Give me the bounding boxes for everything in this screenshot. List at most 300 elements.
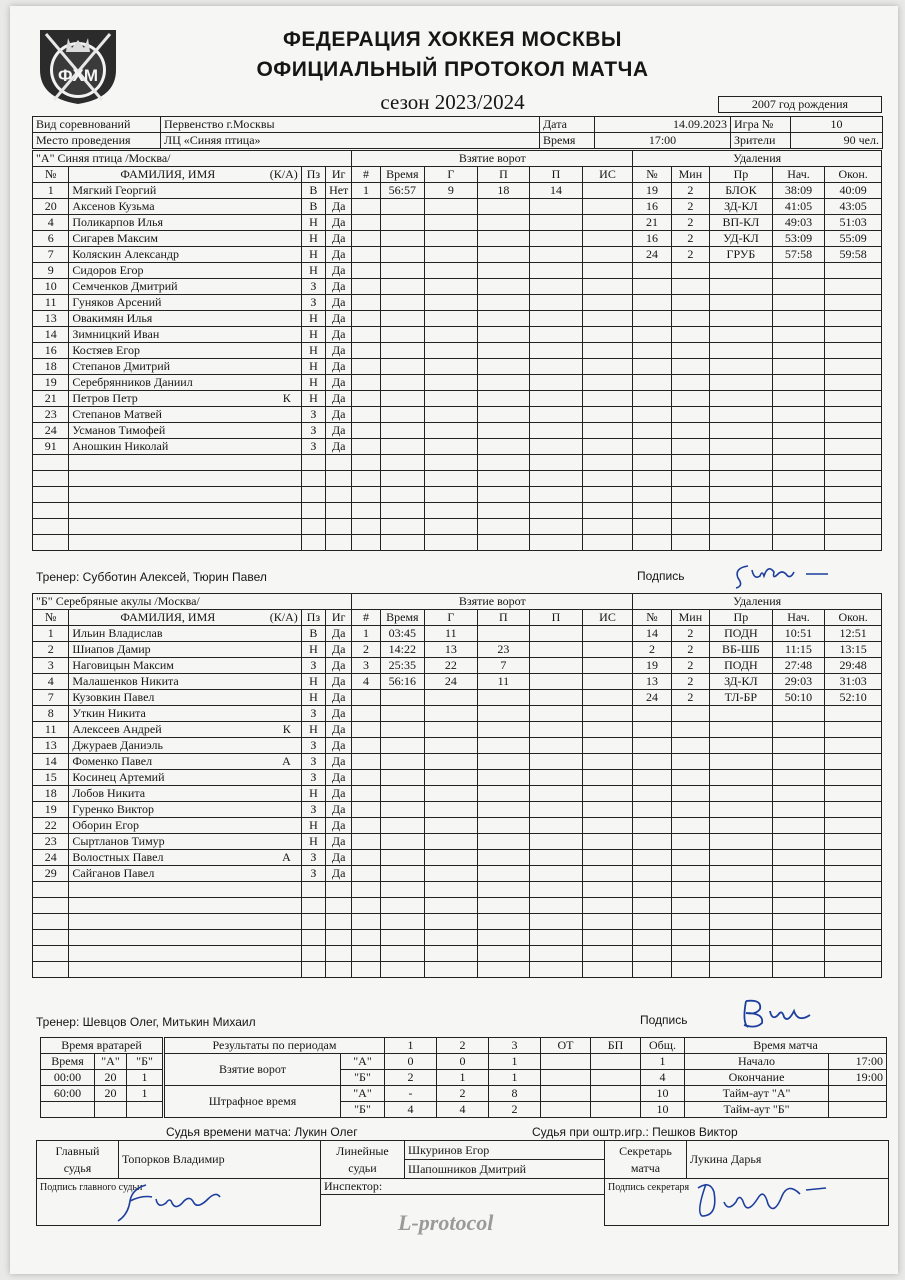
pen-min: 2 bbox=[671, 199, 709, 215]
pen-col-min: Мин bbox=[671, 610, 709, 626]
period-cell: 2 bbox=[489, 1102, 541, 1118]
period-col: БП bbox=[591, 1038, 641, 1054]
player-name: Волостных Павел А bbox=[69, 850, 301, 866]
player-pos: Н bbox=[301, 343, 325, 359]
table-row bbox=[33, 850, 882, 866]
goal-a1 bbox=[477, 199, 530, 215]
pen-end bbox=[825, 375, 882, 391]
pen-num bbox=[633, 962, 671, 978]
pen-min: 2 bbox=[671, 658, 709, 674]
goal-a2 bbox=[530, 455, 583, 471]
goal-col-idx: # bbox=[352, 167, 380, 183]
player-num: 2 bbox=[33, 642, 69, 658]
player-role: А bbox=[282, 850, 291, 864]
player-num: 7 bbox=[33, 690, 69, 706]
goal-col-idx: # bbox=[352, 610, 380, 626]
pen-min: 2 bbox=[671, 690, 709, 706]
goal-is bbox=[582, 487, 633, 503]
fhm-logo bbox=[32, 20, 124, 106]
pen-start: 53:09 bbox=[772, 231, 825, 247]
pen-start bbox=[772, 962, 825, 978]
player-pos bbox=[301, 519, 325, 535]
player-played bbox=[326, 946, 352, 962]
team-b-coach-signature bbox=[738, 993, 818, 1033]
player-num: 23 bbox=[33, 834, 69, 850]
pen-reason bbox=[710, 439, 773, 455]
pen-min bbox=[671, 263, 709, 279]
team-protocol-table bbox=[32, 593, 882, 978]
pen-num bbox=[633, 279, 671, 295]
player-pos: З bbox=[301, 850, 325, 866]
team-b-sign-label: Подпись bbox=[640, 1013, 688, 1027]
goal-a2 bbox=[530, 882, 583, 898]
player-num: 24 bbox=[33, 423, 69, 439]
player-played bbox=[326, 519, 352, 535]
player-played bbox=[326, 487, 352, 503]
pen-end bbox=[825, 359, 882, 375]
date-value: 14.09.2023 bbox=[595, 117, 731, 133]
goal-idx bbox=[352, 407, 380, 423]
goal-a2 bbox=[530, 423, 583, 439]
goal-g bbox=[425, 722, 478, 738]
pen-min bbox=[671, 786, 709, 802]
goal-a2 bbox=[530, 754, 583, 770]
pen-end bbox=[825, 914, 882, 930]
pen-start bbox=[772, 898, 825, 914]
pen-col-reason: Пр bbox=[710, 167, 773, 183]
pen-num bbox=[633, 455, 671, 471]
goal-a2 bbox=[530, 199, 583, 215]
player-pos: З bbox=[301, 439, 325, 455]
player-name: Лобов Никита bbox=[69, 786, 301, 802]
goal-idx bbox=[352, 343, 380, 359]
player-name bbox=[69, 914, 301, 930]
period-cell: 4 bbox=[641, 1070, 685, 1086]
goal-is bbox=[582, 375, 633, 391]
goal-a2 bbox=[530, 375, 583, 391]
periods-title: Результаты по периодам bbox=[165, 1038, 385, 1054]
pen-end bbox=[825, 818, 882, 834]
player-name bbox=[69, 946, 301, 962]
penalties-title: Удаления bbox=[633, 151, 882, 167]
pen-end bbox=[825, 866, 882, 882]
pen-min: 2 bbox=[671, 626, 709, 642]
goal-g bbox=[425, 770, 478, 786]
pen-min bbox=[671, 754, 709, 770]
pen-end bbox=[825, 343, 882, 359]
goalie-row-time: 00:00 bbox=[41, 1070, 95, 1086]
player-num: 13 bbox=[33, 738, 69, 754]
team-a-coach-signature bbox=[728, 556, 838, 590]
pen-min bbox=[671, 423, 709, 439]
pen-min bbox=[671, 706, 709, 722]
goal-is bbox=[582, 706, 633, 722]
player-name: Овакимян Илья bbox=[69, 311, 301, 327]
team-b-coach-line bbox=[36, 1015, 256, 1029]
table-row bbox=[33, 471, 882, 487]
pen-end bbox=[825, 487, 882, 503]
goal-is bbox=[582, 343, 633, 359]
pen-num bbox=[633, 535, 671, 551]
player-played bbox=[326, 503, 352, 519]
pen-end bbox=[825, 423, 882, 439]
table-row bbox=[33, 247, 882, 263]
period-goals-label: Взятие ворот bbox=[165, 1054, 341, 1086]
player-num: 91 bbox=[33, 439, 69, 455]
period-cell bbox=[541, 1102, 591, 1118]
goal-is bbox=[582, 882, 633, 898]
goal-g bbox=[425, 247, 478, 263]
pen-min bbox=[671, 439, 709, 455]
player-played: Да bbox=[326, 722, 352, 738]
goal-is bbox=[582, 199, 633, 215]
pen-start bbox=[772, 263, 825, 279]
col-pos: Пз bbox=[301, 610, 325, 626]
goal-time bbox=[380, 503, 424, 519]
goal-idx bbox=[352, 311, 380, 327]
player-name bbox=[69, 455, 301, 471]
player-name: Наговицын Максим bbox=[69, 658, 301, 674]
goalie-row-time: 60:00 bbox=[41, 1086, 95, 1102]
pen-min bbox=[671, 327, 709, 343]
player-num: 11 bbox=[33, 722, 69, 738]
goal-idx bbox=[352, 295, 380, 311]
goal-is bbox=[582, 626, 633, 642]
player-num: 29 bbox=[33, 866, 69, 882]
player-num: 14 bbox=[33, 754, 69, 770]
pen-start bbox=[772, 738, 825, 754]
logo-text: ФХМ bbox=[57, 66, 99, 85]
goal-col-time: Время bbox=[380, 167, 424, 183]
pen-reason bbox=[710, 391, 773, 407]
goal-time bbox=[380, 375, 424, 391]
secretary-name: Лукина Дарья bbox=[687, 1141, 889, 1179]
player-num bbox=[33, 930, 69, 946]
goal-is bbox=[582, 439, 633, 455]
player-name: Уткин Никита bbox=[69, 706, 301, 722]
goal-a1 bbox=[477, 231, 530, 247]
table-row bbox=[33, 690, 882, 706]
pen-num bbox=[633, 754, 671, 770]
pen-end: 12:51 bbox=[825, 626, 882, 642]
pen-num bbox=[633, 786, 671, 802]
pen-start: 10:51 bbox=[772, 626, 825, 642]
pen-min bbox=[671, 866, 709, 882]
goal-col-a2: П bbox=[530, 167, 583, 183]
goal-time: 56:16 bbox=[380, 674, 424, 690]
goal-a1 bbox=[477, 487, 530, 503]
goal-a2 bbox=[530, 818, 583, 834]
goal-a1 bbox=[477, 738, 530, 754]
title-line-2: ОФИЦИАЛЬНЫЙ ПРОТОКОЛ МАТЧА bbox=[256, 58, 649, 81]
pen-end bbox=[825, 898, 882, 914]
table-row bbox=[33, 882, 882, 898]
goal-a2: 14 bbox=[530, 183, 583, 199]
goal-a2 bbox=[530, 231, 583, 247]
pen-start bbox=[772, 946, 825, 962]
goal-is bbox=[582, 247, 633, 263]
player-pos bbox=[301, 535, 325, 551]
goal-a2 bbox=[530, 898, 583, 914]
player-played bbox=[326, 930, 352, 946]
player-pos: Н bbox=[301, 834, 325, 850]
goal-a1 bbox=[477, 882, 530, 898]
goal-g bbox=[425, 407, 478, 423]
player-name: Сыртланов Тимур bbox=[69, 834, 301, 850]
col-played: Иг bbox=[326, 610, 352, 626]
player-name bbox=[69, 930, 301, 946]
pen-min bbox=[671, 535, 709, 551]
goal-a1 bbox=[477, 247, 530, 263]
player-played bbox=[326, 898, 352, 914]
goal-g bbox=[425, 471, 478, 487]
goal-a2 bbox=[530, 946, 583, 962]
goal-is bbox=[582, 754, 633, 770]
pen-reason: ТЛ-БР bbox=[710, 690, 773, 706]
goal-time bbox=[380, 199, 424, 215]
pen-reason bbox=[710, 535, 773, 551]
goal-time bbox=[380, 914, 424, 930]
period-cell bbox=[591, 1102, 641, 1118]
goal-idx bbox=[352, 850, 380, 866]
pen-start bbox=[772, 754, 825, 770]
goal-a1: 18 bbox=[477, 183, 530, 199]
goal-g bbox=[425, 503, 478, 519]
goal-a2 bbox=[530, 962, 583, 978]
goal-is bbox=[582, 423, 633, 439]
goal-a2 bbox=[530, 535, 583, 551]
pen-num: 13 bbox=[633, 674, 671, 690]
player-played: Да bbox=[326, 215, 352, 231]
pen-min: 2 bbox=[671, 247, 709, 263]
pen-start bbox=[772, 850, 825, 866]
player-pos: З bbox=[301, 407, 325, 423]
player-pos: Н bbox=[301, 722, 325, 738]
col-num: № bbox=[33, 167, 69, 183]
pen-start: 11:15 bbox=[772, 642, 825, 658]
goal-a2 bbox=[530, 770, 583, 786]
goal-g bbox=[425, 327, 478, 343]
pen-num bbox=[633, 866, 671, 882]
col-num: № bbox=[33, 610, 69, 626]
goal-a2 bbox=[530, 674, 583, 690]
pen-start bbox=[772, 279, 825, 295]
goal-idx bbox=[352, 439, 380, 455]
player-role: К bbox=[282, 722, 291, 736]
period-col: 3 bbox=[489, 1038, 541, 1054]
pen-num bbox=[633, 706, 671, 722]
player-played bbox=[326, 455, 352, 471]
pen-min bbox=[671, 295, 709, 311]
pen-reason bbox=[710, 818, 773, 834]
goal-a1 bbox=[477, 818, 530, 834]
pen-end bbox=[825, 962, 882, 978]
pen-start bbox=[772, 706, 825, 722]
pen-end bbox=[825, 279, 882, 295]
player-pos bbox=[301, 471, 325, 487]
team-b-label: "Б" bbox=[341, 1070, 385, 1086]
period-cell: 2 bbox=[437, 1086, 489, 1102]
goal-time bbox=[380, 359, 424, 375]
player-pos bbox=[301, 914, 325, 930]
goal-time bbox=[380, 882, 424, 898]
goal-time bbox=[380, 866, 424, 882]
goal-idx bbox=[352, 247, 380, 263]
player-name: Степанов Матвей bbox=[69, 407, 301, 423]
goal-a2 bbox=[530, 503, 583, 519]
player-name: Поликарпов Илья bbox=[69, 215, 301, 231]
player-played: Да bbox=[326, 642, 352, 658]
period-cell: 4 bbox=[385, 1102, 437, 1118]
pen-num bbox=[633, 263, 671, 279]
pen-reason bbox=[710, 738, 773, 754]
table-row bbox=[33, 786, 882, 802]
player-played bbox=[326, 471, 352, 487]
table-row bbox=[33, 914, 882, 930]
goal-idx bbox=[352, 690, 380, 706]
player-num bbox=[33, 882, 69, 898]
pen-num: 16 bbox=[633, 199, 671, 215]
timeout-a-value bbox=[829, 1086, 887, 1102]
player-played: Да bbox=[326, 850, 352, 866]
pen-reason bbox=[710, 487, 773, 503]
goal-a1 bbox=[477, 535, 530, 551]
pen-reason bbox=[710, 423, 773, 439]
goal-g bbox=[425, 738, 478, 754]
pen-reason bbox=[710, 375, 773, 391]
player-name: Сидоров Егор bbox=[69, 263, 301, 279]
player-num: 18 bbox=[33, 786, 69, 802]
pen-end bbox=[825, 850, 882, 866]
player-pos: З bbox=[301, 658, 325, 674]
goal-time bbox=[380, 279, 424, 295]
table-row bbox=[33, 439, 882, 455]
player-name: Малашенков Никита bbox=[69, 674, 301, 690]
spectators-value: 90 чел. bbox=[791, 133, 883, 149]
period-cell: 8 bbox=[489, 1086, 541, 1102]
player-pos bbox=[301, 898, 325, 914]
goal-g bbox=[425, 311, 478, 327]
player-num bbox=[33, 962, 69, 978]
player-played: Да bbox=[326, 199, 352, 215]
player-pos bbox=[301, 455, 325, 471]
goals-title: Взятие ворот bbox=[352, 151, 633, 167]
player-num bbox=[33, 898, 69, 914]
goal-col-is: ИС bbox=[582, 167, 633, 183]
period-cell: - bbox=[385, 1086, 437, 1102]
goal-g bbox=[425, 802, 478, 818]
goal-time bbox=[380, 407, 424, 423]
goal-a2 bbox=[530, 626, 583, 642]
goal-a1 bbox=[477, 722, 530, 738]
player-pos: З bbox=[301, 738, 325, 754]
player-pos bbox=[301, 962, 325, 978]
player-played: Да bbox=[326, 327, 352, 343]
goal-idx bbox=[352, 770, 380, 786]
competition-value: Первенство г.Москвы bbox=[161, 117, 540, 133]
pen-min bbox=[671, 311, 709, 327]
pen-start bbox=[772, 487, 825, 503]
player-name: Аношкин Николай bbox=[69, 439, 301, 455]
pen-num bbox=[633, 423, 671, 439]
table-row bbox=[33, 423, 882, 439]
pen-min bbox=[671, 770, 709, 786]
table-row bbox=[33, 503, 882, 519]
player-num: 8 bbox=[33, 706, 69, 722]
goal-idx bbox=[352, 738, 380, 754]
team-a-label: "А" bbox=[341, 1086, 385, 1102]
pen-min bbox=[671, 375, 709, 391]
pen-end bbox=[825, 754, 882, 770]
pen-reason bbox=[710, 519, 773, 535]
period-cell bbox=[541, 1070, 591, 1086]
player-pos: Н bbox=[301, 359, 325, 375]
secretary-label: Секретарь матча bbox=[605, 1141, 687, 1179]
goal-time bbox=[380, 391, 424, 407]
goal-is bbox=[582, 674, 633, 690]
goal-a2 bbox=[530, 519, 583, 535]
pen-min bbox=[671, 343, 709, 359]
player-pos bbox=[301, 487, 325, 503]
goal-time bbox=[380, 850, 424, 866]
pen-end bbox=[825, 770, 882, 786]
player-num: 4 bbox=[33, 215, 69, 231]
goal-idx: 3 bbox=[352, 658, 380, 674]
goal-g bbox=[425, 930, 478, 946]
goal-col-a1: П bbox=[477, 610, 530, 626]
pen-reason bbox=[710, 866, 773, 882]
player-num: 24 bbox=[33, 850, 69, 866]
goal-time bbox=[380, 802, 424, 818]
goal-a2 bbox=[530, 407, 583, 423]
table-row bbox=[33, 658, 882, 674]
pen-min bbox=[671, 930, 709, 946]
table-row bbox=[33, 215, 882, 231]
player-num: 7 bbox=[33, 247, 69, 263]
player-num: 9 bbox=[33, 263, 69, 279]
player-pos: З bbox=[301, 295, 325, 311]
goal-a1 bbox=[477, 754, 530, 770]
period-cell: 4 bbox=[437, 1102, 489, 1118]
goal-idx bbox=[352, 722, 380, 738]
goal-a2 bbox=[530, 487, 583, 503]
col-name: ФАМИЛИЯ, ИМЯ (К/А) bbox=[69, 167, 301, 183]
pen-start bbox=[772, 786, 825, 802]
table-row bbox=[33, 359, 882, 375]
goal-time bbox=[380, 343, 424, 359]
goal-a2 bbox=[530, 439, 583, 455]
player-num bbox=[33, 535, 69, 551]
goal-a1 bbox=[477, 946, 530, 962]
player-pos: Н bbox=[301, 231, 325, 247]
coach-label: Тренер: bbox=[36, 570, 80, 584]
player-num: 19 bbox=[33, 375, 69, 391]
goal-idx bbox=[352, 423, 380, 439]
pen-end bbox=[825, 930, 882, 946]
pen-min bbox=[671, 487, 709, 503]
table-row bbox=[33, 626, 882, 642]
pen-start: 50:10 bbox=[772, 690, 825, 706]
goal-idx bbox=[352, 199, 380, 215]
goal-is bbox=[582, 802, 633, 818]
pen-min bbox=[671, 802, 709, 818]
pen-start bbox=[772, 914, 825, 930]
birth-year: 2007 год рождения bbox=[719, 97, 882, 113]
table-row bbox=[33, 930, 882, 946]
goal-idx bbox=[352, 818, 380, 834]
goal-a2 bbox=[530, 786, 583, 802]
pen-min: 2 bbox=[671, 215, 709, 231]
